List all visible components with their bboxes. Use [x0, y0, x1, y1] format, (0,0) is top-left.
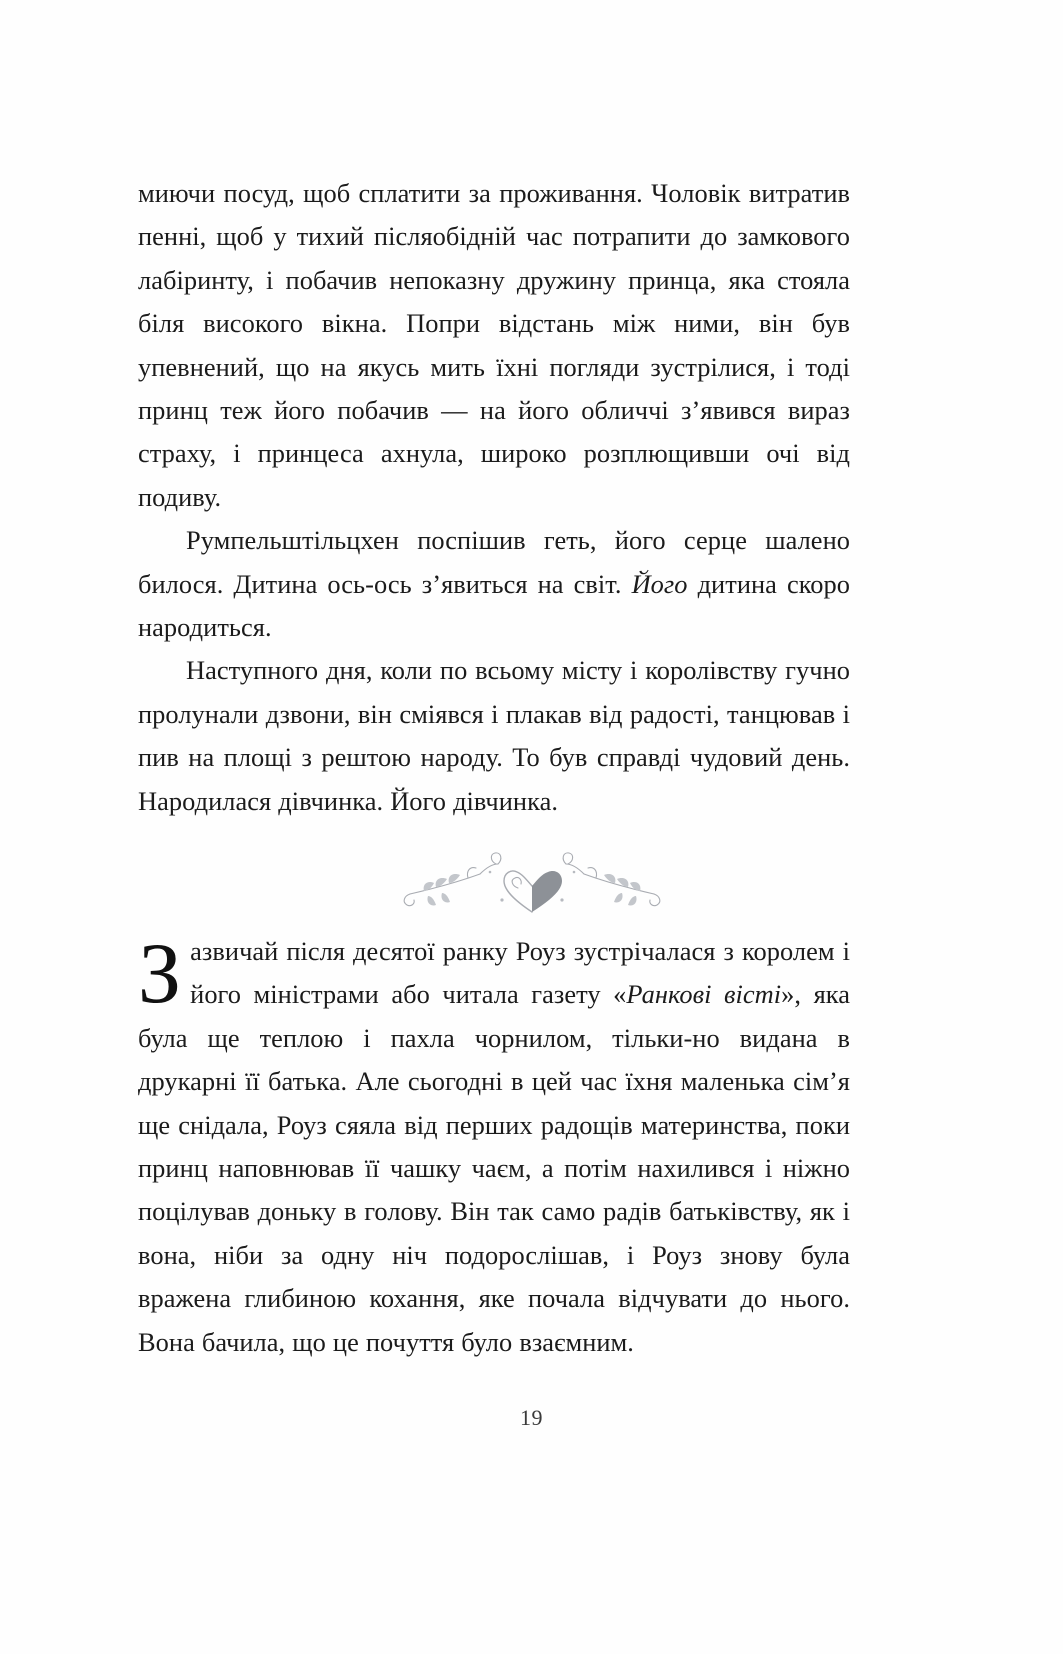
text-column	[138, 172, 850, 823]
paragraph-rumpelstiltskin: Румпельштільцхен поспішив геть, його серце шалено билося. Дитина ось-ось з’явиться на світ. Його дитина скоро народиться.	[138, 525, 851, 643]
paragraph-rose-morning	[138, 925, 850, 1364]
paragraph-continuation: миючи посуд, щоб сплатити за проживання. Чоловік витратив пенні, щоб у тихий післяобідній час потрапити до замкового лабіринту, і побачив непоказну дружину принца, яка стояла біля високого вікна. Попри відстань між ними, він був упевнений, що на якусь мить їхні погляди зустрілися, і тоді принц теж його побачив — на його обличчі з’явився вираз страху, і принцеса ахнула, широко розплющивши очі від подиву.	[138, 178, 850, 512]
italic-run: Його	[631, 568, 688, 599]
section-two	[138, 925, 850, 1364]
floral-heart-ornament-svg	[402, 838, 662, 918]
page-number: 19	[520, 1405, 543, 1430]
paragraph-next-day: Наступного дня, коли по всьому місту і королівству гучно пролунали дзвони, він сміявся і плакав від радості, танцював і пив на площі з рештою народу. То був справді чудовий день. Народилася дівчинка. Його дівчинка.	[138, 655, 850, 816]
drop-cap-body: азвичай після десятої ранку Роуз зустрічалася з королем і його міністрами або читала газету «Ранкові вісті», яка була ще теплою і пахла чорнилом, тільки-но видана в друкарні її батька. Але сьогодні в цей час їхня маленька сім’я ще снідала, Роуз сяяла від перших радощів материнства, поки принц наповнював її чашку чаєм, а потім нахилився і ніжно поцілував доньку в голову. Він так само радів батьківству, як і вона, ніби за одну ніч подорослішав, і Роуз знову була вражена глибиною кохання, яке почала відчувати до нього. Вона бачила, що це почуття було взаємним.	[138, 936, 850, 1357]
italic-run: Ранкові вісті	[626, 979, 782, 1010]
floral-heart-ornament	[0, 838, 1063, 918]
drop-cap: З	[138, 925, 182, 1021]
